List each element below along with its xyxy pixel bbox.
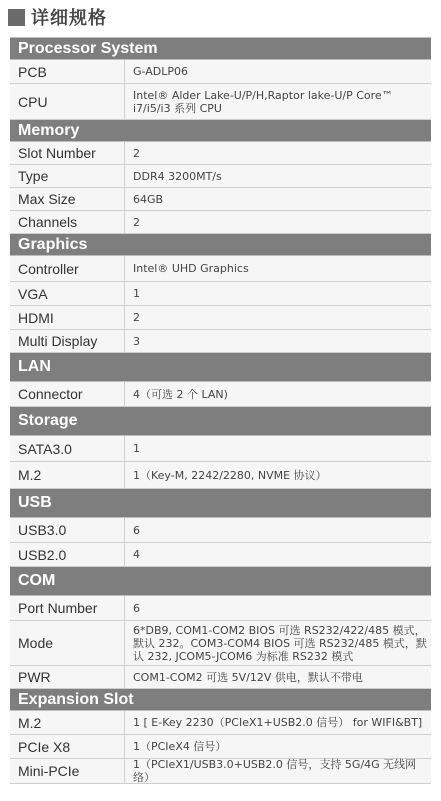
spec-row-mini-pcie [10,759,431,784]
spec-row-pcb [10,60,431,84]
spec-value: 1 [ E-Key 2230（PCIeX1+USB2.0 信号） for WIFI&BT] [133,716,423,729]
section-com: COM [10,567,431,596]
spec-value: 1 [133,287,140,300]
page-title-text: 详细规格 [31,8,107,29]
spec-label: Port Number [10,596,125,620]
title-square-icon [8,9,25,26]
spec-row-type [10,165,431,188]
spec-label: Multi Display [10,330,125,352]
spec-value: 1（Key-M, 2242/2280, NVME 协议） [133,468,327,482]
spec-value: 2 [133,311,140,324]
spec-label: Mode [10,621,125,665]
spec-row-controller [10,256,431,282]
spec-label: Controller [10,256,125,281]
spec-value: Intel® UHD Graphics [133,262,249,275]
spec-value: 1 [133,442,140,455]
spec-value: 2 [133,215,140,229]
section-processor: Processor System [10,38,431,60]
spec-value: 6 [133,601,140,615]
spec-label: VGA [10,282,125,305]
spec-value: DDR4 3200MT/s [133,169,222,183]
spec-value: 4 [133,548,140,561]
spec-row-hdmi [10,306,431,330]
spec-row-channels [10,211,431,234]
spec-label: PCIe X8 [10,735,125,758]
spec-value: 1（PCIeX4 信号） [133,740,227,753]
spec-label: CPU [10,84,125,119]
spec-label: Slot Number [10,142,125,164]
section-graphics: Graphics [10,234,431,256]
spec-label: Type [10,165,125,187]
spec-row-connector [10,382,431,407]
spec-row-pcie [10,735,431,759]
spec-row-slot [10,142,431,165]
spec-row-m2-expansion [10,711,431,735]
spec-row-m2-storage [10,462,431,489]
spec-value: 4（可选 2 个 LAN) [133,387,228,401]
spec-label: M.2 [10,711,125,734]
spec-value: Intel® Alder Lake-U/P/H,Raptor lake-U/P Core™ i7/i5/i3 系列 CPU [133,88,393,115]
spec-value: 64GB [133,192,164,206]
spec-label: Channels [10,211,125,233]
section-lan: LAN [10,353,431,382]
spec-label: PCB [10,60,125,83]
spec-value: 2 [133,146,140,160]
spec-row-mode [10,621,431,666]
spec-table [10,37,431,784]
section-usb: USB [10,489,431,518]
spec-label: Mini-PCIe [10,759,125,783]
spec-row-multi-display [10,330,431,353]
spec-label: USB3.0 [10,518,125,542]
spec-label: PWR [10,666,125,688]
spec-row-cpu [10,84,431,120]
spec-label: USB2.0 [10,543,125,566]
spec-label: HDMI [10,306,125,329]
spec-value: G-ADLP06 [133,65,189,78]
spec-row-sata [10,436,431,462]
spec-value: 1（PCIeX1/USB3.0+USB2.0 信号，支持 5G/4G 无线网络） [133,758,417,784]
spec-row-max [10,188,431,211]
spec-label: Max Size [10,188,125,210]
spec-row-usb3 [10,518,431,543]
spec-label: Connector [10,382,125,406]
spec-value: 6*DB9, COM1-COM2 BIOS 可选 RS232/422/485 模式，默认 232。COM3-COM4 BIOS 可选 RS232/485 模式，默认 232, JCOM5-JCOM6 为标准 RS232 模式 [133,623,427,663]
section-memory: Memory [10,120,431,142]
spec-value: 3 [133,334,140,348]
spec-value: 6 [133,523,140,537]
spec-label: SATA3.0 [10,436,125,461]
spec-row-usb2 [10,543,431,567]
page-title [8,5,107,29]
spec-row-vga [10,282,431,306]
spec-value: COM1-COM2 可选 5V/12V 供电，默认不带电 [133,670,363,684]
section-storage: Storage [10,407,431,436]
spec-label: M.2 [10,462,125,488]
section-expansion: Expansion Slot [10,689,431,711]
spec-row-pwr [10,666,431,689]
spec-row-port-number [10,596,431,621]
